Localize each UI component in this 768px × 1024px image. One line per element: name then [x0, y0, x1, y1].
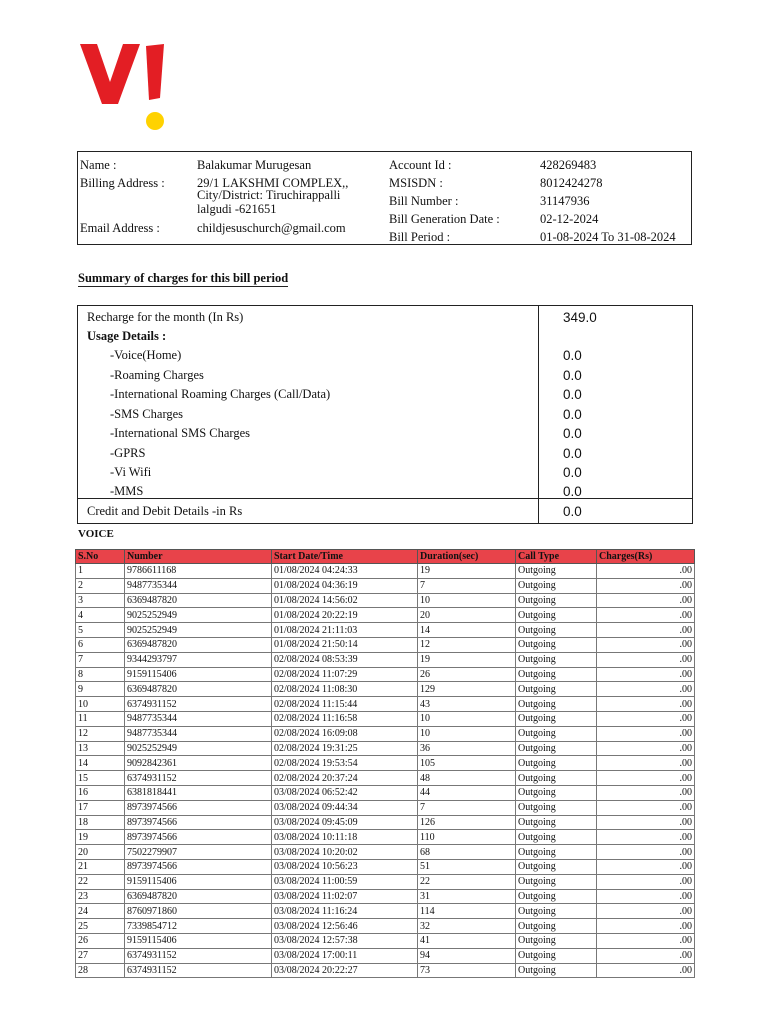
cell-duration: 12 — [418, 637, 516, 652]
cell-charges: .00 — [597, 711, 695, 726]
table-row — [76, 859, 695, 874]
usage-item-value: 0.0 — [563, 465, 582, 480]
table-row — [76, 682, 695, 697]
table-row — [76, 815, 695, 830]
cell-call-type: Outgoing — [516, 859, 597, 874]
col-header-sno: S.No — [76, 550, 125, 564]
cell-sno: 9 — [76, 682, 125, 697]
cell-start-datetime: 01/08/2024 21:50:14 — [272, 637, 418, 652]
cell-duration: 114 — [418, 904, 516, 919]
table-header-row — [76, 550, 695, 564]
cell-charges: .00 — [597, 623, 695, 638]
cell-duration: 68 — [418, 845, 516, 860]
credit-debit-value: 0.0 — [563, 504, 582, 519]
cell-charges: .00 — [597, 652, 695, 667]
cell-call-type: Outgoing — [516, 637, 597, 652]
usage-item-value: 0.0 — [563, 387, 582, 402]
table-row — [76, 608, 695, 623]
cell-start-datetime: 03/08/2024 11:00:59 — [272, 874, 418, 889]
cell-number: 9344293797 — [125, 652, 272, 667]
table-row — [76, 667, 695, 682]
cell-sno: 8 — [76, 667, 125, 682]
bill-period-label: Bill Period : — [389, 230, 451, 244]
cell-number: 7502279907 — [125, 845, 272, 860]
table-row — [76, 564, 695, 579]
cell-start-datetime: 03/08/2024 10:11:18 — [272, 830, 418, 845]
table-row — [76, 904, 695, 919]
cell-call-type: Outgoing — [516, 593, 597, 608]
col-header-call-type: Call Type — [516, 550, 597, 564]
summary-column-divider — [538, 306, 539, 523]
cell-charges: .00 — [597, 741, 695, 756]
cell-start-datetime: 03/08/2024 11:16:24 — [272, 904, 418, 919]
cell-charges: .00 — [597, 637, 695, 652]
cell-call-type: Outgoing — [516, 815, 597, 830]
cell-number: 9487735344 — [125, 711, 272, 726]
cell-call-type: Outgoing — [516, 889, 597, 904]
cell-duration: 36 — [418, 741, 516, 756]
cell-call-type: Outgoing — [516, 963, 597, 978]
cell-call-type: Outgoing — [516, 652, 597, 667]
cell-charges: .00 — [597, 845, 695, 860]
logo-i-bar — [146, 44, 164, 100]
cell-charges: .00 — [597, 785, 695, 800]
cell-duration: 31 — [418, 889, 516, 904]
usage-item-value: 0.0 — [563, 426, 582, 441]
cell-call-type: Outgoing — [516, 948, 597, 963]
recharge-label: Recharge for the month (In Rs) — [87, 310, 244, 324]
usage-item-value: 0.0 — [563, 484, 582, 499]
cell-duration: 19 — [418, 652, 516, 667]
table-row — [76, 593, 695, 608]
cell-start-datetime: 03/08/2024 12:57:38 — [272, 933, 418, 948]
cell-call-type: Outgoing — [516, 919, 597, 934]
logo-v-shape — [80, 44, 140, 104]
usage-item-label: -MMS — [110, 484, 144, 498]
cell-duration: 7 — [418, 800, 516, 815]
cell-call-type: Outgoing — [516, 564, 597, 579]
cell-number: 8973974566 — [125, 815, 272, 830]
cell-charges: .00 — [597, 578, 695, 593]
table-row — [76, 652, 695, 667]
cell-start-datetime: 01/08/2024 04:36:19 — [272, 578, 418, 593]
usage-item-value: 0.0 — [563, 407, 582, 422]
bill-date-label: Bill Generation Date : — [389, 212, 500, 226]
cell-call-type: Outgoing — [516, 682, 597, 697]
cell-duration: 48 — [418, 771, 516, 786]
cell-call-type: Outgoing — [516, 771, 597, 786]
table-row — [76, 948, 695, 963]
cell-start-datetime: 03/08/2024 06:52:42 — [272, 785, 418, 800]
cell-start-datetime: 01/08/2024 14:56:02 — [272, 593, 418, 608]
cell-sno: 2 — [76, 578, 125, 593]
cell-duration: 20 — [418, 608, 516, 623]
cell-sno: 4 — [76, 608, 125, 623]
usage-item-label: -International Roaming Charges (Call/Data) — [110, 387, 331, 401]
customer-email: childjesuschurch@gmail.com — [197, 221, 346, 235]
cell-number: 6381818441 — [125, 785, 272, 800]
cell-call-type: Outgoing — [516, 933, 597, 948]
cell-sno: 10 — [76, 697, 125, 712]
cell-call-type: Outgoing — [516, 726, 597, 741]
cell-number: 8973974566 — [125, 800, 272, 815]
cell-charges: .00 — [597, 919, 695, 934]
cell-charges: .00 — [597, 800, 695, 815]
cell-call-type: Outgoing — [516, 785, 597, 800]
usage-item-label: -Vi Wifi — [110, 465, 152, 479]
cell-number: 9159115406 — [125, 933, 272, 948]
cell-number: 9092842361 — [125, 756, 272, 771]
cell-sno: 14 — [76, 756, 125, 771]
billing-address-label: Billing Address : — [80, 176, 165, 190]
cell-number: 6369487820 — [125, 889, 272, 904]
cell-duration: 32 — [418, 919, 516, 934]
cell-start-datetime: 03/08/2024 10:56:23 — [272, 859, 418, 874]
cell-number: 9487735344 — [125, 578, 272, 593]
cell-start-datetime: 03/08/2024 09:44:34 — [272, 800, 418, 815]
cell-duration: 73 — [418, 963, 516, 978]
bill-number: 31147936 — [540, 194, 590, 208]
cell-start-datetime: 02/08/2024 11:16:58 — [272, 711, 418, 726]
cell-duration: 41 — [418, 933, 516, 948]
cell-call-type: Outgoing — [516, 904, 597, 919]
table-row — [76, 771, 695, 786]
cell-start-datetime: 02/08/2024 11:08:30 — [272, 682, 418, 697]
cell-sno: 24 — [76, 904, 125, 919]
cell-number: 9025252949 — [125, 741, 272, 756]
col-header-number: Number — [125, 550, 272, 564]
email-label: Email Address : — [80, 221, 160, 235]
address-line-1: 29/1 LAKSHMI COMPLEX,, — [197, 176, 349, 190]
table-row — [76, 800, 695, 815]
cell-start-datetime: 01/08/2024 20:22:19 — [272, 608, 418, 623]
cell-number: 9025252949 — [125, 608, 272, 623]
table-row — [76, 963, 695, 978]
cell-sno: 16 — [76, 785, 125, 800]
cell-duration: 105 — [418, 756, 516, 771]
cell-sno: 3 — [76, 593, 125, 608]
cell-number: 8973974566 — [125, 859, 272, 874]
cell-call-type: Outgoing — [516, 711, 597, 726]
cell-number: 6369487820 — [125, 682, 272, 697]
cell-start-datetime: 03/08/2024 09:45:09 — [272, 815, 418, 830]
cell-number: 8973974566 — [125, 830, 272, 845]
address-line-2: City/District: Tiruchirappalli — [197, 188, 341, 202]
cell-start-datetime: 02/08/2024 19:53:54 — [272, 756, 418, 771]
cell-start-datetime: 03/08/2024 20:22:27 — [272, 963, 418, 978]
cell-number: 6374931152 — [125, 963, 272, 978]
cell-start-datetime: 03/08/2024 17:00:11 — [272, 948, 418, 963]
table-row — [76, 637, 695, 652]
cell-charges: .00 — [597, 815, 695, 830]
cell-sno: 23 — [76, 889, 125, 904]
cell-call-type: Outgoing — [516, 578, 597, 593]
summary-row-divider — [78, 498, 692, 499]
col-header-start-datetime: Start Date/Time — [272, 550, 418, 564]
cell-duration: 10 — [418, 593, 516, 608]
cell-start-datetime: 03/08/2024 10:20:02 — [272, 845, 418, 860]
cell-charges: .00 — [597, 593, 695, 608]
cell-sno: 27 — [76, 948, 125, 963]
cell-call-type: Outgoing — [516, 741, 597, 756]
cell-charges: .00 — [597, 830, 695, 845]
cell-duration: 126 — [418, 815, 516, 830]
cell-number: 9025252949 — [125, 623, 272, 638]
cell-duration: 7 — [418, 578, 516, 593]
usage-item-label: -Voice(Home) — [110, 348, 182, 362]
cell-start-datetime: 02/08/2024 20:37:24 — [272, 771, 418, 786]
cell-number: 6369487820 — [125, 637, 272, 652]
cell-charges: .00 — [597, 667, 695, 682]
voice-calls-table — [75, 549, 695, 978]
cell-start-datetime: 01/08/2024 04:24:33 — [272, 564, 418, 579]
address-line-3: lalgudi -621651 — [197, 202, 277, 216]
cell-duration: 10 — [418, 711, 516, 726]
usage-item-value: 0.0 — [563, 446, 582, 461]
cell-charges: .00 — [597, 771, 695, 786]
cell-sno: 18 — [76, 815, 125, 830]
cell-sno: 28 — [76, 963, 125, 978]
cell-number: 6374931152 — [125, 697, 272, 712]
usage-details-label: Usage Details : — [87, 329, 167, 343]
cell-call-type: Outgoing — [516, 756, 597, 771]
cell-charges: .00 — [597, 682, 695, 697]
table-row — [76, 726, 695, 741]
cell-charges: .00 — [597, 726, 695, 741]
cell-start-datetime: 02/08/2024 11:07:29 — [272, 667, 418, 682]
usage-item-label: -Roaming Charges — [110, 368, 204, 382]
logo-dot — [146, 112, 164, 130]
usage-item-value: 0.0 — [563, 348, 582, 363]
table-row — [76, 578, 695, 593]
usage-item-label: -SMS Charges — [110, 407, 184, 421]
cell-duration: 10 — [418, 726, 516, 741]
table-row — [76, 697, 695, 712]
cell-sno: 1 — [76, 564, 125, 579]
usage-item-value: 0.0 — [563, 368, 582, 383]
col-header-duration: Duration(sec) — [418, 550, 516, 564]
cell-sno: 22 — [76, 874, 125, 889]
account-id: 428269483 — [540, 158, 597, 172]
credit-debit-label: Credit and Debit Details -in Rs — [87, 504, 243, 518]
cell-duration: 110 — [418, 830, 516, 845]
summary-box — [77, 305, 693, 524]
cell-sno: 13 — [76, 741, 125, 756]
cell-charges: .00 — [597, 697, 695, 712]
cell-sno: 7 — [76, 652, 125, 667]
table-row — [76, 919, 695, 934]
table-row — [76, 785, 695, 800]
cell-charges: .00 — [597, 608, 695, 623]
cell-duration: 26 — [418, 667, 516, 682]
cell-call-type: Outgoing — [516, 800, 597, 815]
cell-duration: 44 — [418, 785, 516, 800]
summary-title: Summary of charges for this bill period — [78, 271, 289, 285]
cell-sno: 25 — [76, 919, 125, 934]
cell-sno: 12 — [76, 726, 125, 741]
bill-date: 02-12-2024 — [540, 212, 599, 226]
cell-charges: .00 — [597, 933, 695, 948]
cell-start-datetime: 02/08/2024 11:15:44 — [272, 697, 418, 712]
cell-duration: 14 — [418, 623, 516, 638]
account-id-label: Account Id : — [389, 158, 452, 172]
name-label: Name : — [80, 158, 117, 172]
cell-sno: 21 — [76, 859, 125, 874]
cell-sno: 17 — [76, 800, 125, 815]
cell-duration: 51 — [418, 859, 516, 874]
table-row — [76, 874, 695, 889]
cell-sno: 20 — [76, 845, 125, 860]
voice-section-title: VOICE — [78, 528, 114, 540]
cell-start-datetime: 01/08/2024 21:11:03 — [272, 623, 418, 638]
cell-charges: .00 — [597, 904, 695, 919]
table-row — [76, 845, 695, 860]
cell-sno: 6 — [76, 637, 125, 652]
cell-charges: .00 — [597, 756, 695, 771]
cell-number: 9159115406 — [125, 667, 272, 682]
usage-item-label: -GPRS — [110, 446, 146, 460]
table-row — [76, 623, 695, 638]
vi-logo — [80, 44, 168, 134]
recharge-value: 349.0 — [563, 310, 597, 325]
cell-start-datetime: 03/08/2024 11:02:07 — [272, 889, 418, 904]
cell-call-type: Outgoing — [516, 608, 597, 623]
usage-item-label: -International SMS Charges — [110, 426, 251, 440]
cell-duration: 129 — [418, 682, 516, 697]
cell-number: 8760971860 — [125, 904, 272, 919]
cell-duration: 22 — [418, 874, 516, 889]
customer-name: Balakumar Murugesan — [197, 158, 312, 172]
cell-number: 6374931152 — [125, 948, 272, 963]
cell-charges: .00 — [597, 948, 695, 963]
cell-call-type: Outgoing — [516, 874, 597, 889]
cell-charges: .00 — [597, 963, 695, 978]
bill-period: 01-08-2024 To 31-08-2024 — [540, 230, 676, 244]
voice-calls-body — [76, 564, 695, 978]
table-row — [76, 933, 695, 948]
msisdn-label: MSISDN : — [389, 176, 443, 190]
cell-call-type: Outgoing — [516, 830, 597, 845]
cell-sno: 5 — [76, 623, 125, 638]
table-row — [76, 741, 695, 756]
table-row — [76, 711, 695, 726]
cell-number: 9159115406 — [125, 874, 272, 889]
cell-duration: 94 — [418, 948, 516, 963]
cell-start-datetime: 02/08/2024 19:31:25 — [272, 741, 418, 756]
cell-duration: 19 — [418, 564, 516, 579]
cell-number: 9786611168 — [125, 564, 272, 579]
msisdn-value: 8012424278 — [540, 176, 603, 190]
cell-charges: .00 — [597, 874, 695, 889]
cell-call-type: Outgoing — [516, 623, 597, 638]
table-row — [76, 889, 695, 904]
cell-start-datetime: 02/08/2024 08:53:39 — [272, 652, 418, 667]
account-info-box — [77, 151, 692, 245]
cell-number: 6369487820 — [125, 593, 272, 608]
cell-sno: 11 — [76, 711, 125, 726]
table-row — [76, 830, 695, 845]
cell-sno: 19 — [76, 830, 125, 845]
cell-call-type: Outgoing — [516, 667, 597, 682]
cell-sno: 15 — [76, 771, 125, 786]
table-row — [76, 756, 695, 771]
col-header-charges: Charges(Rs) — [597, 550, 695, 564]
cell-charges: .00 — [597, 889, 695, 904]
bill-number-label: Bill Number : — [389, 194, 459, 208]
cell-sno: 26 — [76, 933, 125, 948]
cell-charges: .00 — [597, 859, 695, 874]
cell-charges: .00 — [597, 564, 695, 579]
cell-call-type: Outgoing — [516, 845, 597, 860]
cell-start-datetime: 03/08/2024 12:56:46 — [272, 919, 418, 934]
cell-number: 6374931152 — [125, 771, 272, 786]
cell-number: 9487735344 — [125, 726, 272, 741]
cell-number: 7339854712 — [125, 919, 272, 934]
cell-call-type: Outgoing — [516, 697, 597, 712]
cell-duration: 43 — [418, 697, 516, 712]
cell-start-datetime: 02/08/2024 16:09:08 — [272, 726, 418, 741]
